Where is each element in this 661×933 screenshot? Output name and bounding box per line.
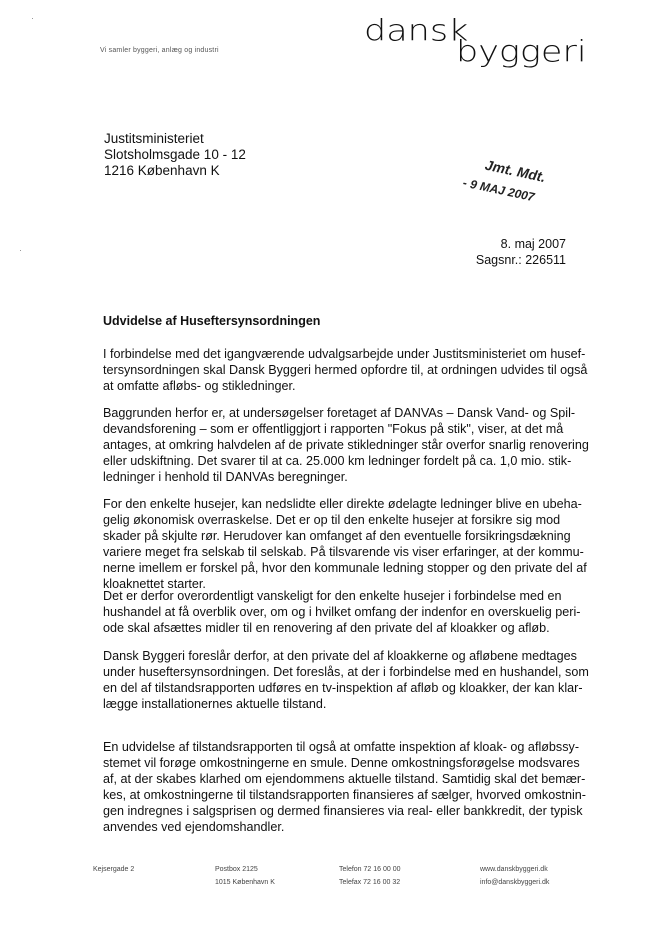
paragraph: [103, 405, 589, 485]
received-stamp: [461, 150, 548, 210]
text-line: eller udskiftning. Det svarer til at ca. 25.000 km ledninger fordelt på ca. 1,0 mio. stik-: [103, 454, 572, 468]
paragraph: [103, 346, 587, 394]
text-line: under huseftersynsordningen. Det foreslås, at der i forbindelse med en hushandel, som: [103, 665, 589, 679]
text-line: kes, at omkostningerne til tilstandsrapporten finansieres af sælger, hvorved omkostnin-: [103, 788, 587, 802]
footer-website: www.danskbyggeri.dk: [480, 866, 548, 873]
stamp-line: Jmt. Mdt.: [483, 156, 548, 186]
text-line: Det er derfor overordentligt vanskeligt for den enkelte husejer i forbindelse med en: [103, 589, 562, 603]
footer-web: [480, 863, 549, 889]
footer-street: Kejsergade 2: [93, 866, 135, 873]
recipient-line: Slotsholmsgade 10 - 12: [104, 147, 246, 162]
text-line: skader på skjulte rør. Herudover kan omfanget af den eventuelle forsikringsdækning: [103, 529, 571, 543]
text-line: ledninger i henhold til DANVAs beregninger.: [103, 470, 348, 484]
paragraph: [103, 496, 587, 592]
recipient-line: Justitsministeriet: [104, 131, 204, 146]
paragraph: [103, 648, 589, 712]
logo-dansk: dansk: [364, 14, 469, 48]
text-line: Dansk Byggeri foreslår derfor, at den private del af kloakkerne og afløbene medtages: [103, 649, 577, 663]
text-line: antages, at omkring halvdelen af de private stikledninger står overfor snarlig renovering: [103, 438, 589, 452]
text-line: Baggrunden herfor er, at undersøgelser foretaget af DANVAs – Dansk Vand- og Spil-: [103, 406, 576, 420]
scan-speck: [32, 18, 33, 19]
text-line: tersynsordningen skal Dansk Byggeri hermed opfordre til, at ordningen udvides til også: [103, 363, 588, 377]
paragraph: [103, 588, 580, 636]
text-line: lægge installationernes aktuelle tilstand.: [103, 697, 327, 711]
stamp-date: - 9 MAJ 2007: [461, 175, 536, 205]
footer-line: Telefon 72 16 00 00: [339, 866, 401, 873]
logo-byggeri: byggeri: [456, 35, 587, 69]
text-line: hushandel at få overblik over, om og i hvilket omfang der indenfor en overskuelig peri-: [103, 605, 581, 619]
text-line: anvendes ved ejendomshandler.: [103, 820, 285, 834]
paragraph: [103, 739, 586, 835]
text-line: en del af tilstandsrapporten udføres en tv-inspektion af afløb og kloakker, der kan klar-: [103, 681, 583, 695]
footer-postbox: [215, 863, 275, 889]
text-line: variere meget fra selskab til selskab. På tilsvarende vis viser erfaringer, at der kommu-: [103, 545, 584, 559]
text-line: at omfatte afløbs- og stikledninger.: [103, 379, 296, 393]
footer-line: 1015 København K: [215, 879, 275, 886]
text-line: af, at der skabes klarhed om ejendommens aktuelle tilstand. Samtidig skal det bemær-: [103, 772, 586, 786]
text-line: gelig økonomisk overraskelse. Det er op til den enkelte husejer at forsikre sig mod: [103, 513, 561, 527]
letterhead-tagline: Vi samler byggeri, anlæg og industri: [100, 47, 219, 54]
footer-phone: [339, 863, 401, 889]
letter-subject: Udvidelse af Huseftersynsordningen: [103, 314, 321, 328]
case-number: Sagsnr.: 226511: [475, 253, 566, 267]
text-line: gen indregnes i salgsprisen og dermed finansieres via real- eller bankkredit, der typisk: [103, 804, 583, 818]
scan-speck: [20, 250, 21, 251]
date-block: [476, 236, 566, 268]
text-line: ode skal afsættes midler til en renovering af den private del af kloakker og afløb.: [103, 621, 550, 635]
text-line: En udvidelse af tilstandsrapporten til også at omfatte inspektion af kloak- og afløbssy-: [103, 740, 580, 754]
letter-date: 8. maj 2007: [500, 237, 566, 251]
text-line: I forbindelse med det igangværende udvalgsarbejde under Justitsministeriet om husef-: [103, 347, 586, 361]
footer-line: Postbox 2125: [215, 866, 258, 873]
text-line: devandsforening – som er offentliggjort i rapporten "Fokus på stik", viser, at det må: [103, 422, 564, 436]
recipient-line: 1216 København K: [104, 163, 220, 178]
text-line: nerne imellem er forskel på, hvor den kommunale ledning stopper og den private del af: [103, 561, 587, 575]
text-line: kloaknettet starter.: [103, 577, 206, 591]
footer-line: Telefax 72 16 00 32: [339, 879, 401, 886]
recipient-address: [104, 131, 246, 179]
text-line: stemet vil forøge omkostningerne en smule. Denne omkostningsforøgelse modsvares: [103, 756, 580, 770]
footer-email: info@danskbyggeri.dk: [480, 879, 550, 886]
text-line: For den enkelte husejer, kan nedslidte eller direkte ødelagte ledninger blive en ubeha-: [103, 497, 582, 511]
